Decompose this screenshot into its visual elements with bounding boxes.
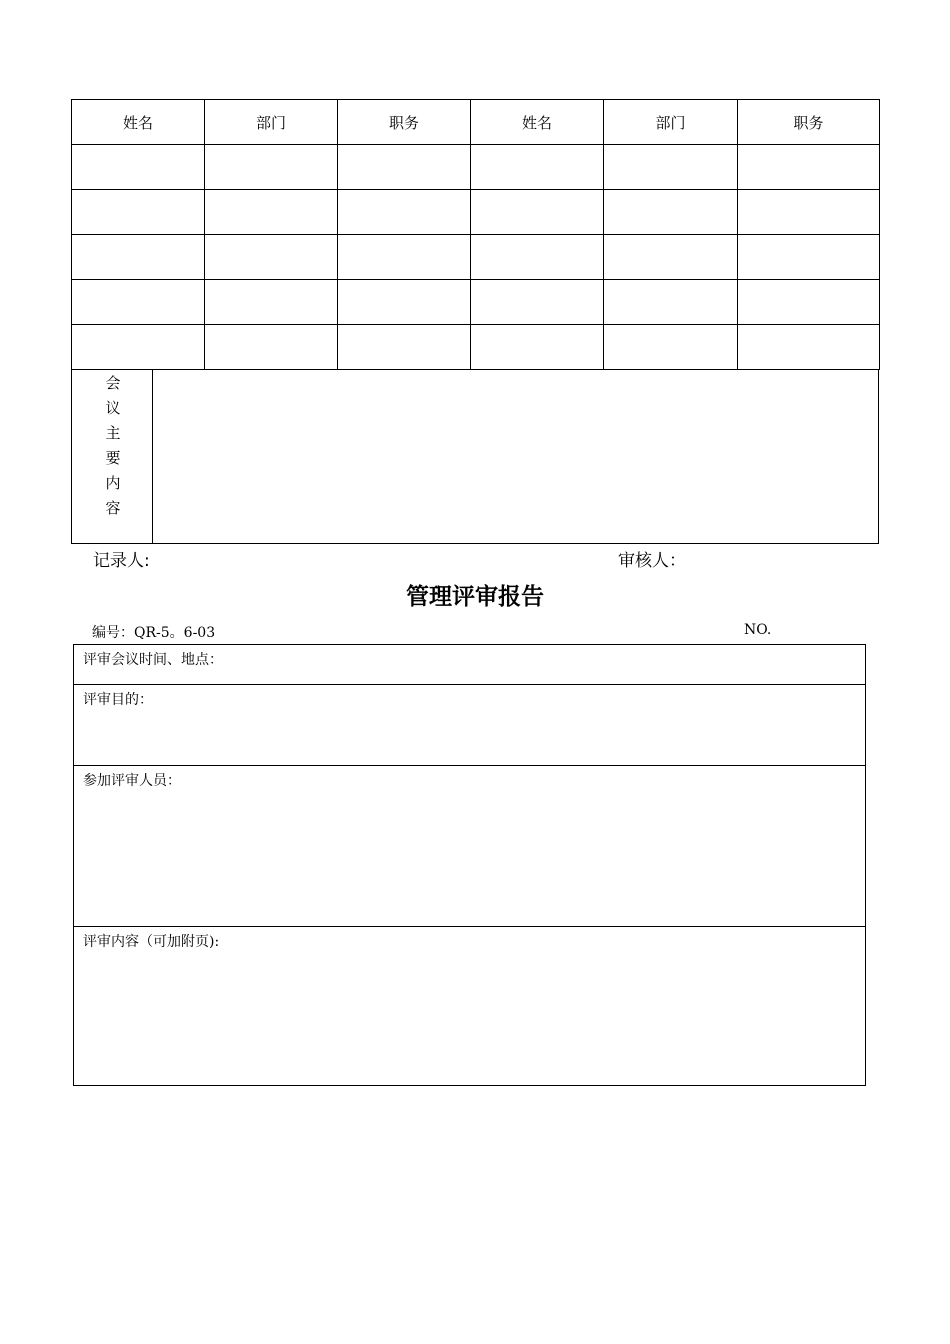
table-cell[interactable] <box>205 325 338 370</box>
label-char: 主 <box>105 424 121 442</box>
document-code: 编号：QR-5。6-03 <box>92 625 216 641</box>
header-position-1: 职务 <box>338 100 471 145</box>
label-char: 容 <box>105 499 121 517</box>
table-row <box>72 280 880 325</box>
label-char: 要 <box>105 449 121 467</box>
review-participants-field[interactable] <box>74 766 865 927</box>
table-cell[interactable] <box>738 280 880 325</box>
table-cell[interactable] <box>471 145 604 190</box>
table-cell[interactable] <box>338 145 471 190</box>
report-title: 管理评审报告 <box>406 584 544 610</box>
table-cell[interactable] <box>338 325 471 370</box>
label-char: 会 <box>105 374 121 392</box>
recorder-label: 记录人: <box>93 551 150 571</box>
table-cell[interactable] <box>604 190 738 235</box>
label-char: 内 <box>105 474 121 492</box>
review-time-place-label: 评审会议时间、地点： <box>83 652 223 668</box>
table-cell[interactable] <box>471 190 604 235</box>
meeting-content-field[interactable] <box>153 369 878 543</box>
header-department-1: 部门 <box>205 100 338 145</box>
table-cell[interactable] <box>471 325 604 370</box>
attendee-header-row <box>72 100 880 145</box>
table-cell[interactable] <box>72 190 205 235</box>
table-cell[interactable] <box>738 235 880 280</box>
table-cell[interactable] <box>205 145 338 190</box>
table-cell[interactable] <box>205 190 338 235</box>
review-participants-label: 参加评审人员： <box>83 773 181 789</box>
review-content-field[interactable] <box>74 927 865 1085</box>
table-cell[interactable] <box>604 280 738 325</box>
table-cell[interactable] <box>205 235 338 280</box>
header-position-2: 职务 <box>738 100 880 145</box>
table-cell[interactable] <box>738 145 880 190</box>
header-name-1: 姓名 <box>72 100 205 145</box>
table-cell[interactable] <box>72 235 205 280</box>
report-form <box>73 644 866 1086</box>
table-cell[interactable] <box>338 280 471 325</box>
review-purpose-label: 评审目的： <box>83 692 153 708</box>
table-cell[interactable] <box>72 145 205 190</box>
review-time-place-field[interactable] <box>74 645 865 685</box>
table-cell[interactable] <box>471 235 604 280</box>
header-name-2: 姓名 <box>471 100 604 145</box>
label-char: 议 <box>105 399 121 417</box>
table-cell[interactable] <box>604 235 738 280</box>
table-cell[interactable] <box>738 190 880 235</box>
review-purpose-field[interactable] <box>74 685 865 766</box>
table-cell[interactable] <box>604 325 738 370</box>
table-cell[interactable] <box>338 235 471 280</box>
table-cell[interactable] <box>738 325 880 370</box>
table-row <box>72 325 880 370</box>
table-cell[interactable] <box>471 280 604 325</box>
table-row <box>72 190 880 235</box>
table-cell[interactable] <box>338 190 471 235</box>
reviewer-label: 审核人： <box>618 551 686 571</box>
review-content-label: 评审内容（可加附页): <box>83 934 220 950</box>
table-cell[interactable] <box>205 280 338 325</box>
table-cell[interactable] <box>72 325 205 370</box>
attendee-table <box>71 99 880 370</box>
table-cell[interactable] <box>72 280 205 325</box>
document-number: NO. <box>744 622 772 638</box>
header-department-2: 部门 <box>604 100 738 145</box>
table-row <box>72 235 880 280</box>
meeting-content-box <box>71 369 879 544</box>
meeting-content-label <box>72 369 153 543</box>
table-row <box>72 145 880 190</box>
table-cell[interactable] <box>604 145 738 190</box>
